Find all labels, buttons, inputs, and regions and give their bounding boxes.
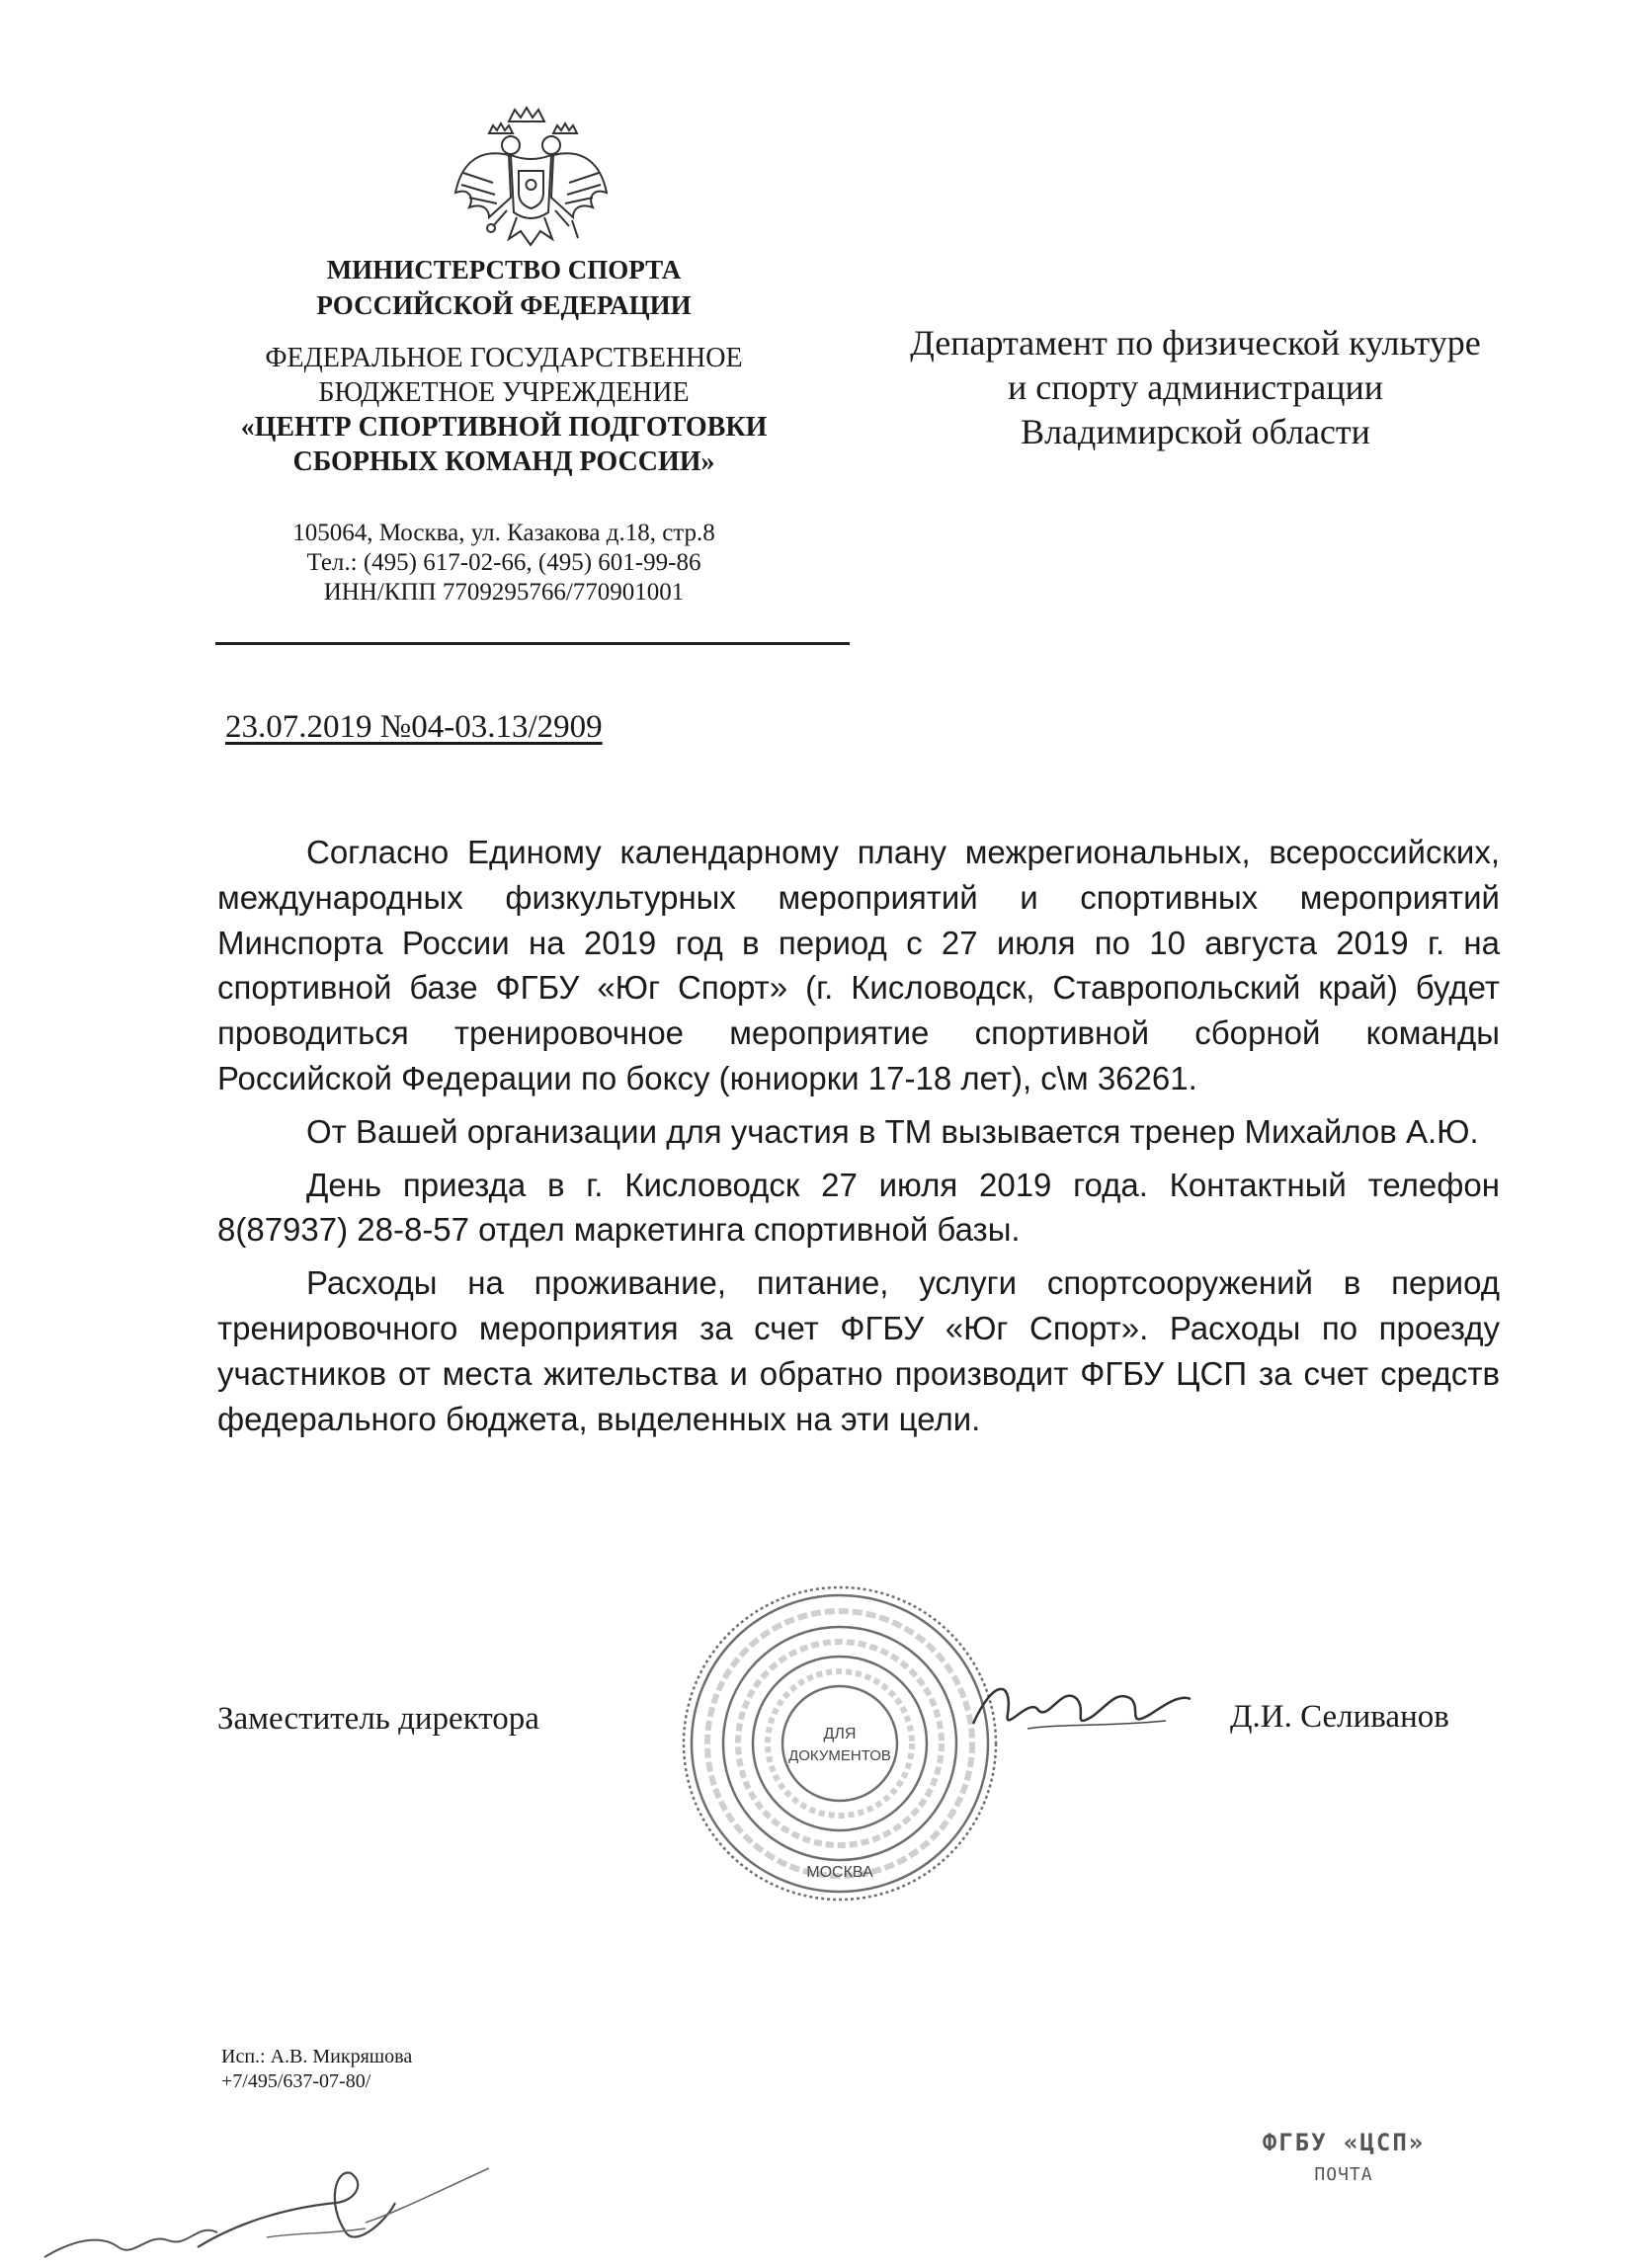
recipient-line-3: Владимирской области [1021, 412, 1370, 451]
seal-center-line-1: ДЛЯ [823, 1726, 857, 1742]
institution-inn: ИНН/КПП 7709295766/770901001 [323, 579, 685, 606]
recipient-block [869, 321, 1521, 454]
institution-line-2: БЮДЖЕТНОЕ УЧРЕЖДЕНИЕ [318, 377, 690, 408]
letter-body [217, 830, 1500, 1449]
director-signature-icon [968, 1669, 1195, 1748]
institution-title [178, 341, 830, 479]
handwritten-mark-icon [40, 2163, 494, 2268]
mail-stamp [1260, 2129, 1428, 2185]
institution-line-1: ФЕДЕРАЛЬНОЕ ГОСУДАРСТВЕННОЕ [265, 343, 743, 373]
institution-phone: Тел.: (495) 617-02-66, (495) 601-99-86 [306, 549, 701, 576]
institution-contacts [178, 519, 830, 608]
letterhead-divider [215, 642, 850, 645]
seal-city: МОСКВА [806, 1864, 873, 1881]
recipient-line-1: Департамент по физической культуре [910, 323, 1481, 363]
seal-center-line-2: ДОКУМЕНТОВ [788, 1747, 891, 1764]
round-seal-icon [677, 1580, 1003, 1906]
ministry-line-1: МИНИСТЕРСТВО СПОРТА [326, 255, 682, 284]
institution-line-4: СБОРНЫХ КОМАНД РОССИИ» [292, 446, 715, 477]
executor-info [221, 2045, 412, 2094]
institution-line-3: «ЦЕНТР СПОРТИВНОЙ ПОДГОТОВКИ [240, 412, 768, 443]
body-paragraph-2: От Вашей организации для участия в ТМ вызывается тренер Михайлов А.Ю. [306, 1112, 1479, 1150]
signatory-role: Заместитель директора [217, 1701, 539, 1737]
coat-of-arms-icon [450, 94, 613, 252]
document-number: 23.07.2019 №04-03.13/2909 [225, 709, 603, 745]
executor-name: Исп.: А.В. Микряшова [221, 2046, 413, 2067]
institution-address: 105064, Москва, ул. Казакова д.18, стр.8 [292, 520, 715, 546]
body-paragraph-1: Согласно Единому календарному плану межрегиональных, всероссийских, международных физкультурных мероприятий и спортивных мероприятий Минспорта России на 2019 год в период с 27 июля по 10 августа 2019 г. на спортивной базе ФГБУ «Юг Спорт» (г. Кисловодск, Ставропольский край) будет проводиться тренировочное мероприятие спортивной сборной команды Российской Федерации по боксу (юниорки 17-18 лет), с\м 36261. [217, 834, 1500, 1096]
signatory-name: Д.И. Селиванов [1230, 1699, 1449, 1735]
recipient-line-2: и спорту администрации [1007, 367, 1384, 407]
ministry-title [178, 252, 830, 323]
body-paragraph-3: День приезда в г. Кисловодск 27 июля 2019 года. Контактный телефон 8(87937) 28-8-57 отдел маркетинга спортивной базы. [217, 1166, 1500, 1249]
body-paragraph-4: Расходы на проживание, питание, услуги спортсооружений в период тренировочного мероприятия за счет ФГБУ «Юг Спорт». Расходы по проезду участников от места жительства и обратно производит ФГБУ ЦСП за счет средств федерального бюджета, выделенных на эти цели. [217, 1264, 1500, 1437]
mail-stamp-line-2: ПОЧТА [1314, 2164, 1373, 2185]
mail-stamp-line-1: ФГБУ «ЦСП» [1262, 2129, 1426, 2156]
ministry-line-2: РОССИЙСКОЙ ФЕДЕРАЦИИ [316, 290, 692, 320]
executor-phone: +7/495/637-07-80/ [221, 2070, 371, 2092]
